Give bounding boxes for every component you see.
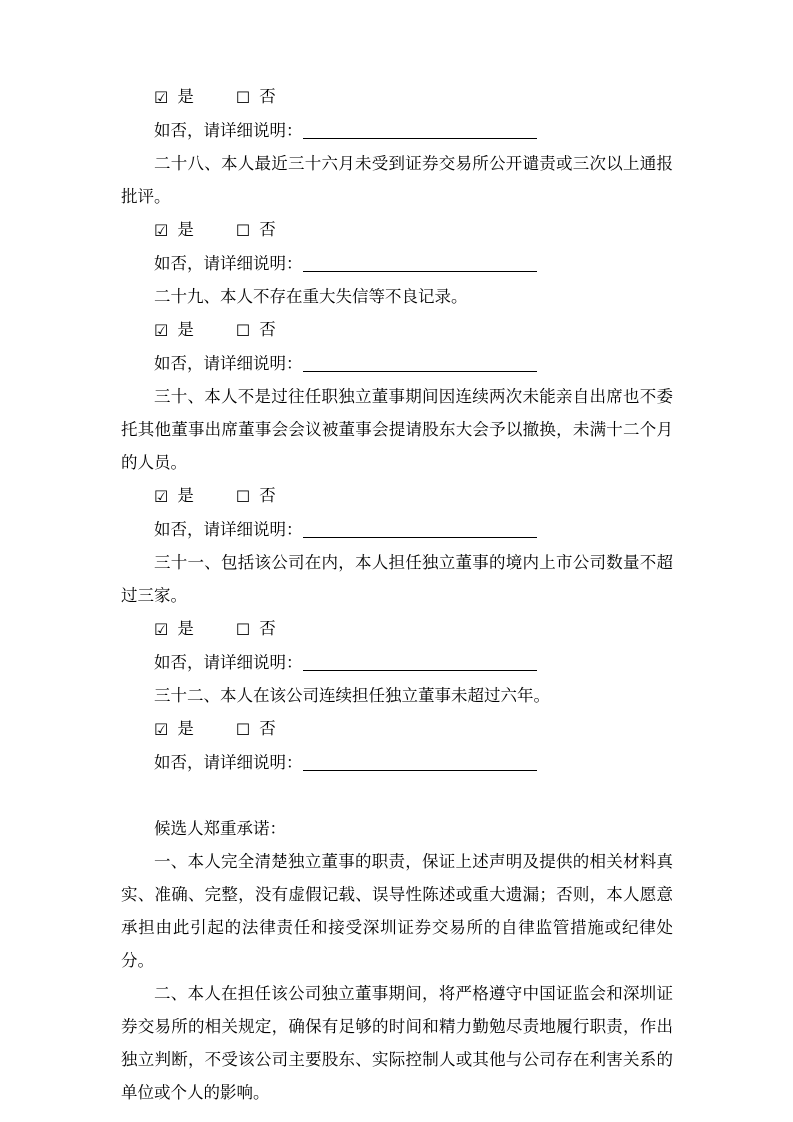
explain-blank-field[interactable] xyxy=(303,122,537,139)
no-checkbox-icon[interactable]: ☐ xyxy=(235,321,251,340)
yes-label: 是 xyxy=(177,320,194,339)
explain-blank-field[interactable] xyxy=(303,754,537,771)
answer-row xyxy=(121,479,673,513)
no-label: 否 xyxy=(259,719,276,738)
no-label: 否 xyxy=(259,486,276,505)
statement-paragraph: 三十一、包括该公司在内，本人担任独立董事的境内上市公司数量不超过三家。 xyxy=(121,553,673,605)
explain-label: 如否，请详细说明： xyxy=(154,254,303,273)
yes-checkbox-checked-icon[interactable]: ☑ xyxy=(154,321,169,340)
statement-paragraph: 二十八、本人最近三十六月未受到证券交易所公开谴责或三次以上通报批评。 xyxy=(121,154,673,206)
explain-blank-field[interactable] xyxy=(303,654,537,671)
no-checkbox-icon[interactable]: ☐ xyxy=(235,620,251,639)
explain-row xyxy=(121,513,673,546)
statement-paragraph: 二十九、本人不存在重大失信等不良记录。 xyxy=(154,287,468,306)
statement-paragraph: 三十二、本人在该公司连续担任独立董事未超过六年。 xyxy=(154,686,550,705)
answer-row xyxy=(121,213,673,247)
answer-row xyxy=(121,80,673,114)
explain-label: 如否，请详细说明： xyxy=(154,653,303,672)
explain-row xyxy=(121,746,673,779)
explain-row xyxy=(121,114,673,147)
explain-blank-field[interactable] xyxy=(303,255,537,272)
yes-label: 是 xyxy=(177,486,194,505)
explain-row xyxy=(121,646,673,679)
explain-blank-field[interactable] xyxy=(303,355,537,372)
yes-checkbox-checked-icon[interactable]: ☑ xyxy=(154,487,169,506)
yes-label: 是 xyxy=(177,619,194,638)
answer-row xyxy=(121,712,673,746)
yes-checkbox-checked-icon[interactable]: ☑ xyxy=(154,620,169,639)
yes-label: 是 xyxy=(177,87,194,106)
commitment-paragraph-2: 二、本人在担任该公司独立董事期间，将严格遵守中国证监会和深圳证券交易所的相关规定，确保有足够的时间和精力勤勉尽责地履行职责，作出独立判断，不受该公司主要股东、实际控制人或其他与公司存在利害关系的单位或个人的影响。 xyxy=(121,984,673,1102)
no-label: 否 xyxy=(259,619,276,638)
commitment-paragraph-1: 一、本人完全清楚独立董事的职责，保证上述声明及提供的相关材料真实、准确、完整，没有虚假记载、误导性陈述或重大遗漏；否则，本人愿意承担由此引起的法律责任和接受深圳证券交易所的自律监管措施或纪律处分。 xyxy=(121,852,673,970)
no-checkbox-icon[interactable]: ☐ xyxy=(235,487,251,506)
answer-row xyxy=(121,313,673,347)
commitment-title: 候选人郑重承诺： xyxy=(154,819,286,838)
yes-checkbox-checked-icon[interactable]: ☑ xyxy=(154,720,169,739)
no-label: 否 xyxy=(259,87,276,106)
statement-paragraph: 三十、本人不是过往任职独立董事期间因连续两次未能亲自出席也不委托其他董事出席董事会会议被董事会提请股东大会予以撤换，未满十二个月的人员。 xyxy=(121,387,673,472)
explain-row xyxy=(121,247,673,280)
no-checkbox-icon[interactable]: ☐ xyxy=(235,88,251,107)
yes-label: 是 xyxy=(177,719,194,738)
no-label: 否 xyxy=(259,220,276,239)
no-checkbox-icon[interactable]: ☐ xyxy=(235,720,251,739)
explain-label: 如否，请详细说明： xyxy=(154,354,303,373)
yes-label: 是 xyxy=(177,220,194,239)
no-checkbox-icon[interactable]: ☐ xyxy=(235,221,251,240)
yes-checkbox-checked-icon[interactable]: ☑ xyxy=(154,221,169,240)
yes-checkbox-checked-icon[interactable]: ☑ xyxy=(154,88,169,107)
no-label: 否 xyxy=(259,320,276,339)
explain-label: 如否，请详细说明： xyxy=(154,753,303,772)
explain-label: 如否，请详细说明： xyxy=(154,520,303,539)
explain-blank-field[interactable] xyxy=(303,521,537,538)
explain-row xyxy=(121,347,673,380)
answer-row xyxy=(121,612,673,646)
explain-label: 如否，请详细说明： xyxy=(154,121,303,140)
